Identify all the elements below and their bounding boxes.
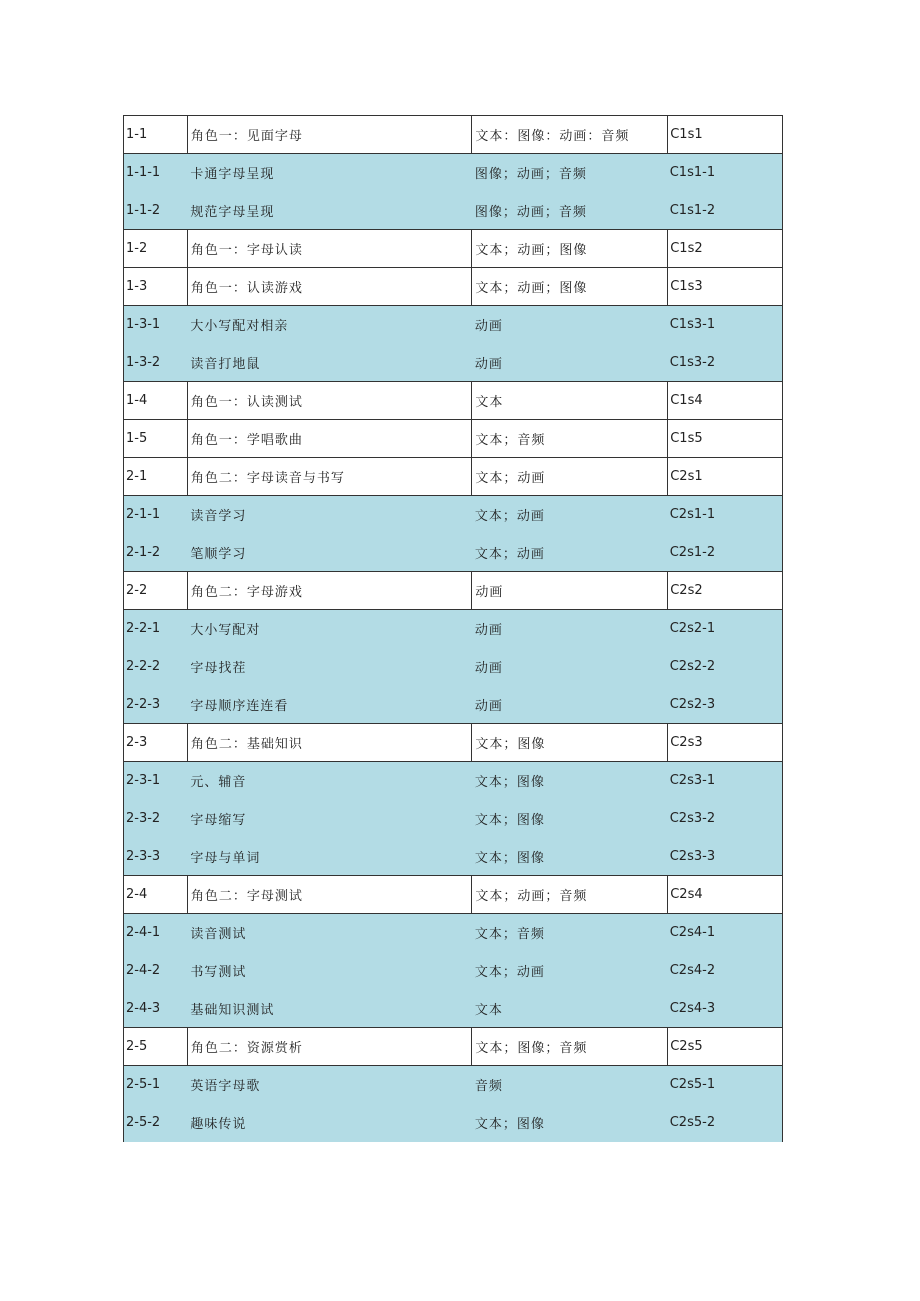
row-media: 文本；动画；图像 [472,230,668,268]
row-media: 文本；动画 [472,458,668,496]
row-id: C2s5-1 [668,1066,783,1104]
row-media: 文本；音频 [472,420,668,458]
row-media: 动画 [472,648,668,686]
row-code: 2-2-2 [124,648,188,686]
row-code: 1-5 [124,420,188,458]
row-id: C2s3-2 [668,800,783,838]
row-media: 文本；动画 [472,952,668,990]
table-subrow [124,154,783,192]
table-subrow [124,990,783,1028]
resource-table [123,115,783,1142]
row-id: C2s1 [668,458,783,496]
row-title: 字母与单词 [187,838,472,876]
row-media: 文本；图像 [472,800,668,838]
table-row [124,420,783,458]
row-media: 文本；动画；图像 [472,268,668,306]
table-subrow [124,496,783,534]
row-id: C2s2-2 [668,648,783,686]
row-title: 趣味传说 [187,1104,472,1142]
row-media: 动画 [472,686,668,724]
row-code: 2-2-1 [124,610,188,648]
table-row [124,382,783,420]
row-title: 规范字母呈现 [187,192,472,230]
row-code: 2-3-3 [124,838,188,876]
row-media: 文本；动画；音频 [472,876,668,914]
row-title: 角色二：资源赏析 [187,1028,472,1066]
row-id: C1s1-2 [668,192,783,230]
row-code: 1-4 [124,382,188,420]
row-id: C2s5 [668,1028,783,1066]
row-title: 角色一：见面字母 [187,116,472,154]
row-id: C2s1-2 [668,534,783,572]
row-media: 文本；图像 [472,762,668,800]
row-code: 1-3-1 [124,306,188,344]
row-id: C1s2 [668,230,783,268]
row-id: C1s1-1 [668,154,783,192]
row-id: C2s2 [668,572,783,610]
table-subrow [124,838,783,876]
row-code: 1-1 [124,116,188,154]
row-media: 文本；图像 [472,838,668,876]
row-code: 2-1 [124,458,188,496]
row-media: 图像；动画；音频 [472,154,668,192]
row-title: 大小写配对相亲 [187,306,472,344]
row-id: C1s1 [668,116,783,154]
row-title: 读音测试 [187,914,472,952]
row-code: 2-4-2 [124,952,188,990]
row-title: 英语字母歌 [187,1066,472,1104]
row-title: 字母顺序连连看 [187,686,472,724]
row-id: C2s3-3 [668,838,783,876]
row-code: 2-4 [124,876,188,914]
table-subrow [124,306,783,344]
row-title: 基础知识测试 [187,990,472,1028]
table-subrow [124,952,783,990]
row-media: 文本；图像；音频 [472,1028,668,1066]
table-subrow [124,1104,783,1142]
row-code: 2-3-2 [124,800,188,838]
row-media: 文本 [472,990,668,1028]
row-media: 动画 [472,610,668,648]
table-subrow [124,800,783,838]
row-id: C2s4-2 [668,952,783,990]
row-code: 2-1-1 [124,496,188,534]
row-title: 书写测试 [187,952,472,990]
row-title: 角色二：字母游戏 [187,572,472,610]
table-subrow [124,192,783,230]
row-id: C2s2-1 [668,610,783,648]
row-id: C2s3-1 [668,762,783,800]
row-id: C1s3-1 [668,306,783,344]
row-code: 2-4-3 [124,990,188,1028]
row-code: 1-1-1 [124,154,188,192]
table-row [124,1028,783,1066]
row-media: 文本；图像 [472,724,668,762]
table-row [124,230,783,268]
row-title: 读音打地鼠 [187,344,472,382]
row-title: 角色一：学唱歌曲 [187,420,472,458]
row-media: 文本；动画 [472,534,668,572]
row-title: 元、辅音 [187,762,472,800]
row-title: 笔顺学习 [187,534,472,572]
row-title: 读音学习 [187,496,472,534]
row-code: 2-4-1 [124,914,188,952]
row-media: 动画 [472,572,668,610]
table-row [124,268,783,306]
table-subrow [124,762,783,800]
row-code: 2-5-1 [124,1066,188,1104]
table-subrow [124,1066,783,1104]
row-media: 音频 [472,1066,668,1104]
row-id: C1s5 [668,420,783,458]
row-title: 角色一：认读游戏 [187,268,472,306]
row-id: C2s2-3 [668,686,783,724]
row-code: 2-2 [124,572,188,610]
row-media: 文本；音频 [472,914,668,952]
row-id: C1s4 [668,382,783,420]
row-code: 2-1-2 [124,534,188,572]
row-code: 1-2 [124,230,188,268]
row-media: 文本 [472,382,668,420]
row-code: 2-5 [124,1028,188,1066]
row-id: C2s1-1 [668,496,783,534]
table-row [124,876,783,914]
row-code: 2-2-3 [124,686,188,724]
table-subrow [124,344,783,382]
resource-table-body [124,116,783,1142]
row-id: C2s4-3 [668,990,783,1028]
table-subrow [124,534,783,572]
row-code: 2-5-2 [124,1104,188,1142]
row-code: 1-3 [124,268,188,306]
row-title: 字母找茬 [187,648,472,686]
row-id: C1s3 [668,268,783,306]
row-title: 角色二：字母读音与书写 [187,458,472,496]
row-media: 文本；动画 [472,496,668,534]
table-subrow [124,610,783,648]
table-row [124,724,783,762]
table-row [124,572,783,610]
row-title: 大小写配对 [187,610,472,648]
table-subrow [124,648,783,686]
row-code: 1-3-2 [124,344,188,382]
row-title: 卡通字母呈现 [187,154,472,192]
row-id: C2s4-1 [668,914,783,952]
row-media: 动画 [472,306,668,344]
table-subrow [124,914,783,952]
row-id: C1s3-2 [668,344,783,382]
row-title: 角色二：基础知识 [187,724,472,762]
row-title: 角色一：认读测试 [187,382,472,420]
row-media: 文本：图像：动画：音频 [472,116,668,154]
row-title: 字母缩写 [187,800,472,838]
row-id: C2s3 [668,724,783,762]
row-id: C2s5-2 [668,1104,783,1142]
row-code: 2-3 [124,724,188,762]
table-subrow [124,686,783,724]
row-code: 1-1-2 [124,192,188,230]
row-code: 2-3-1 [124,762,188,800]
table-row [124,116,783,154]
row-media: 文本；图像 [472,1104,668,1142]
row-media: 图像；动画；音频 [472,192,668,230]
row-title: 角色二：字母测试 [187,876,472,914]
row-media: 动画 [472,344,668,382]
row-title: 角色一：字母认读 [187,230,472,268]
row-id: C2s4 [668,876,783,914]
table-row [124,458,783,496]
